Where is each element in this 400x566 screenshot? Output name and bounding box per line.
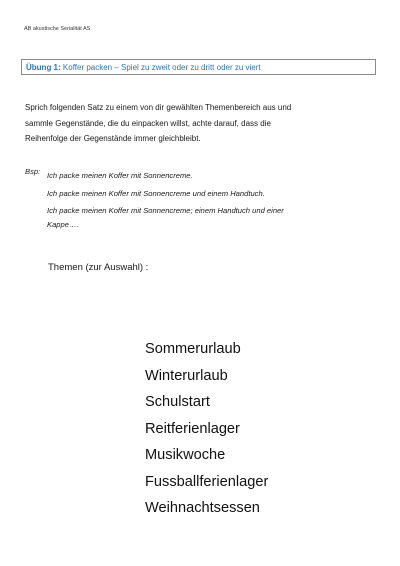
example-line: Ich packe meinen Koffer mit Sonnencreme und einem Handtuch. (47, 188, 265, 198)
exercise-label: Übung 1: (26, 63, 61, 72)
theme-item: Schulstart (145, 394, 210, 410)
theme-item: Sommerurlaub (145, 341, 241, 357)
page-header: AB akustische Serialität AS (24, 26, 91, 32)
instruction-paragraph (25, 100, 365, 147)
themes-list (145, 336, 268, 522)
example-line: Ich packe meinen Koffer mit Sonnencreme. (47, 171, 193, 180)
example-prefix: Bsp: (25, 167, 41, 176)
theme-item: Weihnachtsessen (145, 500, 260, 516)
theme-item: Reitferienlager (145, 420, 240, 437)
instruction-line: Reihenfolge der Gegenstände immer gleichbleibt. (25, 134, 201, 143)
theme-item: Fussballferienlager (145, 473, 269, 490)
instruction-line: sammle Gegenstände, die du einpacken willst, achte darauf, dass die (25, 118, 271, 128)
theme-item: Musikwoche (145, 447, 226, 463)
example-line: Kappe…. (47, 219, 79, 229)
exercise-title: Koffer packen – Spiel zu zweit oder zu dritt oder zu viert (62, 63, 261, 72)
instruction-line: Sprich folgenden Satz zu einem von dir gewählten Themenbereich aus und (25, 103, 292, 112)
themes-heading: Themen (zur Auswahl) : (48, 262, 149, 273)
theme-item: Winterurlaub (145, 367, 228, 384)
exercise-title-box (21, 59, 376, 75)
example-line: Ich packe meinen Koffer mit Sonnencreme; einem Handtuch und einer (47, 206, 284, 215)
